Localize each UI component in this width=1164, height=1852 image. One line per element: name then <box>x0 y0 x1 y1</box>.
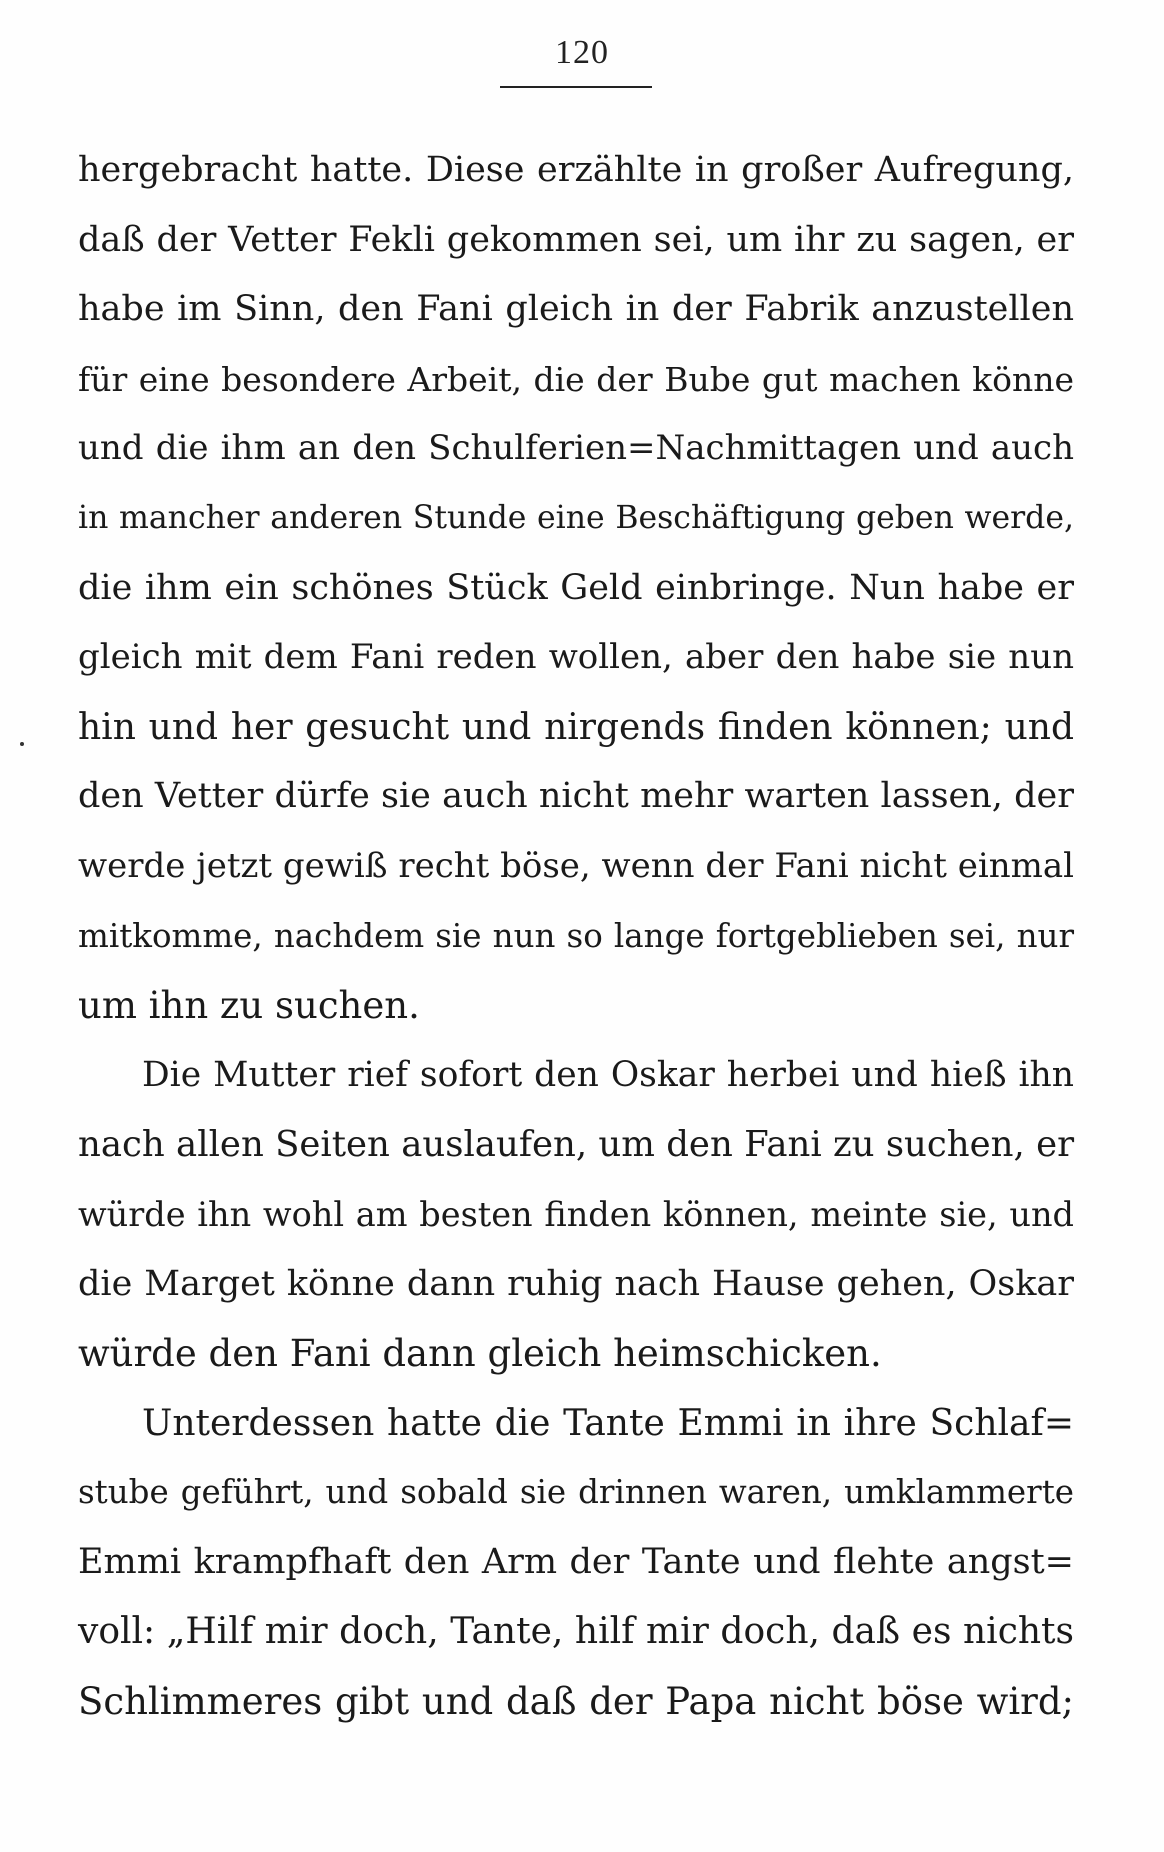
text-line: die Marget könne dann ruhig nach Hause gehen, Oskar <box>78 1263 1074 1304</box>
text-line: Unterdessen hatte die Tante Emmi in ihre Schlaf= <box>142 1402 1074 1444</box>
paragraph <box>78 1389 1074 1737</box>
text-line: Emmi krampfhaft den Arm der Tante und flehte angst= <box>78 1541 1074 1582</box>
header-rule <box>500 86 652 88</box>
text-line: nach allen Seiten auslaufen, um den Fani zu suchen, er <box>78 1124 1075 1166</box>
paragraph <box>78 1041 1074 1389</box>
text-line: in mancher anderen Stunde eine Beschäftigung geben werde, <box>78 499 1074 536</box>
text-line: hin und her gesucht und nirgends finden können; und <box>78 706 1074 748</box>
text-line: mitkomme, nachdem sie nun so lange fortgeblieben sei, nur <box>78 916 1074 955</box>
paragraph <box>78 136 1074 1041</box>
text-line: würde ihn wohl am besten finden können, meinte sie, und <box>78 1194 1074 1234</box>
text-line: Die Mutter rief sofort den Oskar herbei und hieß ihn <box>142 1054 1074 1095</box>
text-line: stube geführt, und sobald sie drinnen waren, umklammerte <box>78 1473 1074 1512</box>
text-line: würde den Fani dann gleich heimschicken. <box>78 1332 882 1376</box>
text-line: habe im Sinn, den Fani gleich in der Fabrik anzustellen <box>78 289 1074 330</box>
text-line: und die ihm an den Schulferien=Nachmittagen und auch <box>78 428 1074 469</box>
text-line: für eine besondere Arbeit, die der Bube gut machen könne <box>78 359 1074 399</box>
text-line: daß der Vetter Fekli gekommen sei, um ihr zu sagen, er <box>78 219 1074 260</box>
text-line: gleich mit dem Fani reden wollen, aber den habe sie nun <box>78 637 1074 678</box>
margin-speck <box>20 742 24 746</box>
page-number: 120 <box>555 34 609 71</box>
text-line: voll: „Hilf mir doch, Tante, hilf mir doch, daß es nichts <box>78 1611 1074 1653</box>
body-text <box>78 136 1074 1737</box>
text-line: hergebracht hatte. Diese erzählte in großer Aufregung, <box>78 150 1074 190</box>
text-line: um ihn zu suchen. <box>78 984 420 1028</box>
text-line: Schlimmeres gibt und daß der Papa nicht böse wird; <box>78 1680 1074 1724</box>
text-line: werde jetzt gewiß recht böse, wenn der Fani nicht einmal <box>78 845 1074 886</box>
text-line: den Vetter dürfe sie auch nicht mehr warten lassen, der <box>78 776 1074 817</box>
text-line: die ihm ein schönes Stück Geld einbringe. Nun habe er <box>78 567 1074 608</box>
